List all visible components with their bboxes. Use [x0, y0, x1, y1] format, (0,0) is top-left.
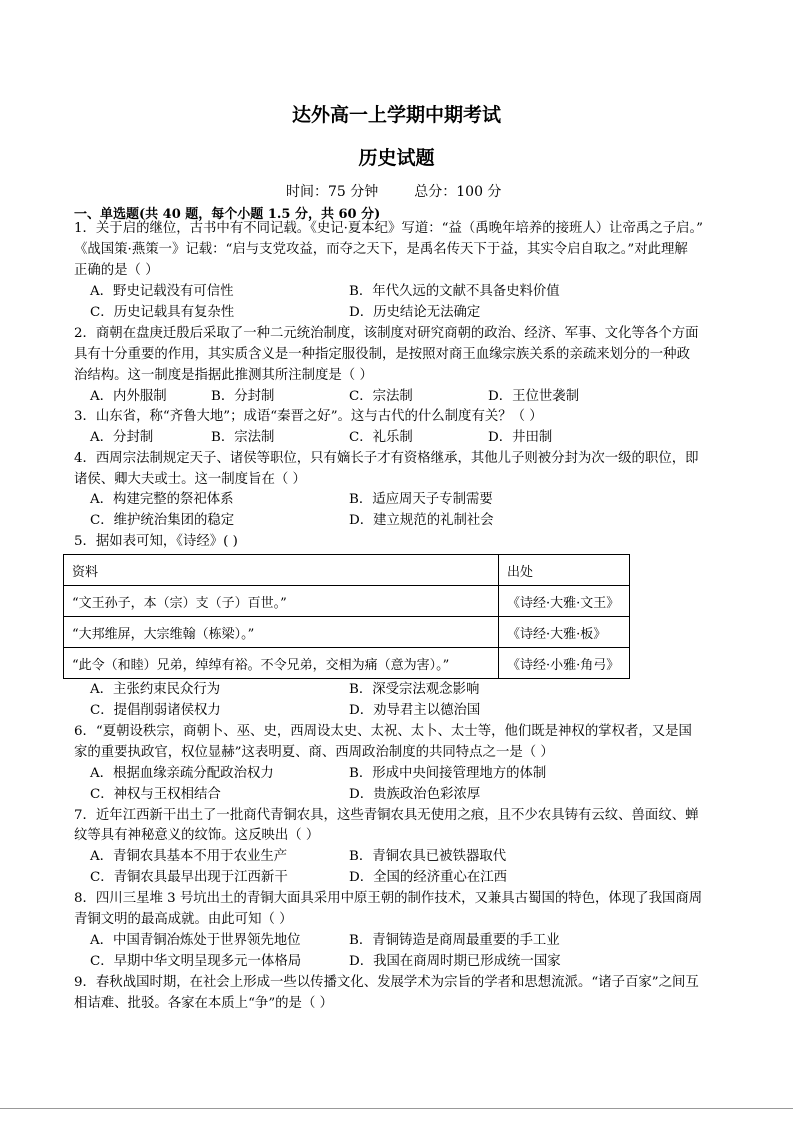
table-header-cell: 资料: [64, 555, 499, 586]
section-heading: 一、单选题(共 40 题，每个小题 1.5 分，共 60 分): [74, 207, 381, 222]
q3-option-a[interactable]: A．分封制: [90, 430, 154, 445]
q7-option-a[interactable]: A．青铜农具基本不用于农业生产: [90, 849, 288, 864]
question-8-line: 青铜文明的最高成就。由此可知（ ）: [74, 912, 293, 927]
table-cell: 《诗经·大雅·文王》: [499, 586, 630, 617]
q2-option-a[interactable]: A．内外服制: [90, 389, 167, 404]
q4-option-a[interactable]: A．构建完整的祭祀体系: [90, 492, 234, 507]
question-6-line: 6．“夏朝设秩宗，商朝卜、巫、史，西周设太史、太祝、太卜、太士等，他们既是神权的掌权者，又是国: [74, 724, 692, 739]
question-2-line: 具有十分重要的作用，其实质含义是一种指定服役制，是按照对商王血缘宗族关系的亲疏来划分的一种政: [74, 347, 690, 362]
q5-option-d[interactable]: D．劝导君主以德治国: [349, 703, 481, 718]
q7-option-b[interactable]: B．青铜农具已被铁器取代: [349, 849, 507, 864]
q5-option-a[interactable]: A．主张约束民众行为: [90, 682, 221, 697]
page-bottom-divider: [0, 1108, 793, 1109]
q1-option-c[interactable]: C．历史记载具有复杂性: [90, 305, 235, 320]
q5-option-b[interactable]: B．深受宗法观念影响: [349, 682, 480, 697]
q1-option-d[interactable]: D．历史结论无法确定: [349, 305, 481, 320]
question-9-line: 9．春秋战国时期，在社会上形成一些以传播文化、发展学术为宗旨的学者和思想流派。“诸子百家”之间互: [74, 975, 699, 990]
subject-title: 历史试题: [358, 147, 435, 169]
q7-option-d[interactable]: D．全国的经济重心在江西: [349, 870, 508, 885]
question-4-line: 诸侯、卿大夫或士。这一制度旨在（ ）: [74, 472, 306, 487]
q1-option-a[interactable]: A．野史记载没有可信性: [90, 284, 234, 299]
q3-option-d[interactable]: D．井田制: [488, 430, 553, 445]
question-8-line: 8．四川三星堆 3 号坑出土的青铜大面具采用中原王朝的制作技术，又兼具古蜀国的特色，体现了我国商周: [74, 891, 703, 906]
q3-option-c[interactable]: C．礼乐制: [349, 430, 413, 445]
q8-option-b[interactable]: B．青铜铸造是商周最重要的手工业: [349, 933, 560, 948]
question-4-line: 4．西周宗法制规定天子、诸侯等职位，只有嫡长子才有资格继承，其他儿子则被分封为次一级的职位，即: [74, 451, 699, 466]
question-7-line: 纹等具有神秘意义的纹饰。这反映出（ ）: [74, 828, 320, 843]
q6-option-c[interactable]: C．神权与王权相结合: [90, 787, 221, 802]
source-table: [63, 554, 630, 679]
exam-info: [286, 181, 501, 201]
table-header-row: [64, 555, 630, 586]
question-2-line: 治结构。这一制度是指据此推测其所注制度是（ ）: [74, 368, 373, 383]
q8-option-a[interactable]: A．中国青铜冶炼处于世界领先地位: [90, 933, 301, 948]
question-6-line: 家的重要执政官，权位显赫”这表明夏、商、西周政治制度的共同特点之一是（ ）: [74, 745, 554, 760]
q4-option-b[interactable]: B．适应周天子专制需要: [349, 492, 493, 507]
q1-option-b[interactable]: B．年代久远的文献不具备史料价值: [349, 284, 560, 299]
q6-option-a[interactable]: A．根据血缘亲疏分配政治权力: [90, 766, 274, 781]
q6-option-d[interactable]: D．贵族政治色彩浓厚: [349, 787, 481, 802]
exam-score: 总分：100 分: [414, 184, 502, 200]
question-1-line: 《战国策·燕策一》记载：“启与支党攻益，而夺之天下，是禹名传天下于益，其实令启自取之。”对此理解: [74, 242, 688, 257]
table-cell: “大邦维屏，大宗维翰（栋梁）。”: [64, 617, 499, 648]
question-1-line: 1．关于启的继位，古书中有不同记载。《史记·夏本纪》写道：“益（禹晚年培养的接班人）让帝禹之子启。”: [74, 221, 704, 236]
q6-option-b[interactable]: B．形成中央间接管理地方的体制: [349, 766, 547, 781]
exam-time: 时间：75 分钟: [286, 184, 379, 200]
q8-option-c[interactable]: C．早期中华文明呈现多元一体格局: [90, 954, 302, 969]
q2-option-d[interactable]: D．王位世袭制: [488, 389, 580, 404]
q8-option-d[interactable]: D．我国在商周时期已形成统一国家: [349, 954, 561, 969]
question-1-line: 正确的是（ ）: [74, 263, 159, 278]
table-header-cell: 出处: [499, 555, 630, 586]
table-row: [64, 586, 630, 617]
q2-option-b[interactable]: B．分封制: [211, 389, 275, 404]
q5-option-c[interactable]: C．提倡削弱诸侯权力: [90, 703, 221, 718]
table-cell: “此令（和睦）兄弟，绰绰有裕。不令兄弟，交相为痛（意为害）。”: [64, 648, 499, 679]
table-row: [64, 648, 630, 679]
q4-option-c[interactable]: C．维护统治集团的稳定: [90, 513, 235, 528]
q3-option-b[interactable]: B．宗法制: [211, 430, 275, 445]
table-row: [64, 617, 630, 648]
question-5-line: 5．据如表可知，《诗经》( ): [74, 534, 238, 549]
question-3-line: 3．山东省，称“齐鲁大地”；成语“秦晋之好”。这与古代的什么制度有关？（ ）: [74, 409, 543, 424]
q7-option-c[interactable]: C．青铜农具最早出现于江西新干: [90, 870, 288, 885]
table-cell: 《诗经·小雅·角弓》: [499, 648, 630, 679]
question-9-line: 相诘难、批驳。各家在本质上“争”的是（ ）: [74, 996, 333, 1011]
q2-option-c[interactable]: C．宗法制: [349, 389, 413, 404]
q4-option-d[interactable]: D．建立规范的礼制社会: [349, 513, 494, 528]
table-cell: 《诗经·大雅·板》: [499, 617, 630, 648]
question-7-line: 7．近年江西新干出土了一批商代青铜农具，这些青铜农具无使用之痕，且不少农具铸有云纹、兽面纹、蝉: [74, 808, 699, 823]
table-cell: “文王孙子，本（宗）支（子）百世。”: [64, 586, 499, 617]
exam-title: 达外高一上学期中期考试: [291, 104, 501, 126]
question-2-line: 2．商朝在盘庚迁殷后采取了一种二元统治制度，该制度对研究商朝的政治、经济、军事、文化等各个方面: [74, 326, 699, 341]
